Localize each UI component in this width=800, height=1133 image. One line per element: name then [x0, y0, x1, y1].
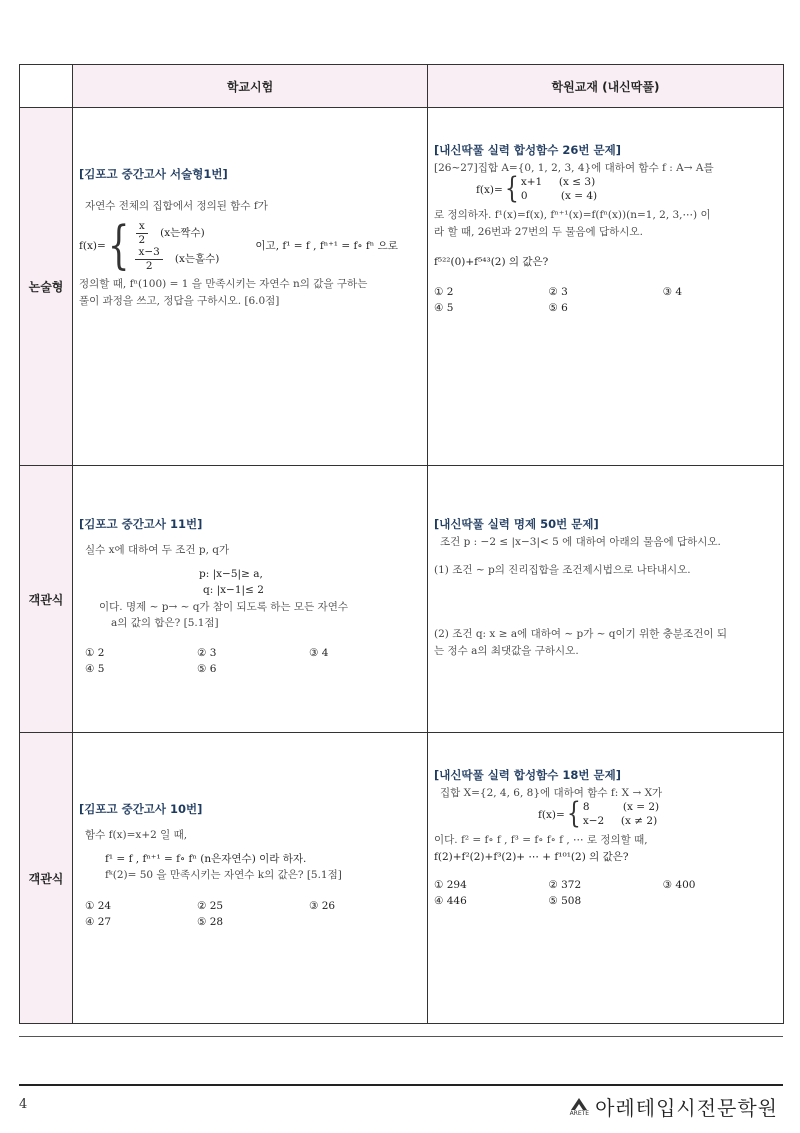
- choice-4: ④ 27: [85, 915, 112, 928]
- problem-line1: [26∼27]집합 A={0, 1, 2, 3, 4}에 대하여 함수 f : A→ A를: [434, 161, 714, 174]
- problem-line2: 이다. f² = f∘ f , f³ = f∘ f∘ f , ⋯ 로 정의할 때,: [434, 834, 648, 847]
- header-academy-book: 학원교재 (내신딱풀): [428, 65, 784, 108]
- sub-question-1: (1) 조건 ∼ p의 진리집합을 조건제시법으로 나타내시오.: [434, 564, 691, 577]
- problem-line3: 라 할 때, 26번과 27번의 두 물음에 답하시오.: [434, 225, 643, 238]
- brand-name: 아레테입시전문학원: [595, 1096, 778, 1120]
- condition-p: p: |x−5|≥ a,: [199, 568, 263, 581]
- fx-label: f(x)=: [79, 240, 106, 253]
- answer-choices: [79, 645, 421, 678]
- row-label-essay: 논술형: [20, 108, 73, 466]
- problem-heading: [내신딱풀 실력 명제 50번 문제]: [434, 517, 599, 531]
- page-number: 4: [19, 1097, 28, 1112]
- fx-label: f(x)=: [476, 183, 503, 196]
- case2: 0 (x = 4): [520, 189, 598, 202]
- piecewise-function: [79, 216, 421, 277]
- choice-5: ⑤ 6: [197, 663, 217, 676]
- problem-line2: 로 정의하자. f¹(x)=f(x), fⁿ⁺¹(x)=f(fⁿ(x))(n=1, 2, 3,⋯) 이: [434, 209, 711, 222]
- case2-num: x−3: [135, 246, 162, 260]
- header-school-exam: 학교시험: [73, 65, 428, 108]
- problem-intro: 함수 f(x)=x+2 일 때,: [85, 828, 188, 841]
- problem-line1: 집합 X={2, 4, 6, 8}에 대하여 함수 f: X → X가: [440, 786, 663, 799]
- problem-line3: a의 값의 합은? [5.1점]: [111, 616, 219, 629]
- sub-question-2b: 는 정수 a의 최댓값을 구하시오.: [434, 644, 579, 657]
- problem-line2: 정의할 때, fⁿ(100) = 1 을 만족시키는 자연수 n의 값을 구하는: [79, 278, 368, 291]
- cases: [131, 220, 219, 272]
- brand: [570, 1092, 778, 1121]
- problem-heading: [내신딱풀 실력 합성함수 18번 문제]: [434, 768, 621, 782]
- choice-3: ③ 4: [309, 647, 329, 660]
- row-label-multiple-choice: 객관식: [20, 466, 73, 733]
- problem-heading: [내신딱풀 실력 합성함수 26번 문제]: [434, 143, 621, 157]
- case1: x+1 (x ≤ 3): [520, 176, 596, 189]
- definition-text: 이고, f¹ = f , fⁿ⁺¹ = f∘ fⁿ 으로: [255, 240, 398, 253]
- mountain-logo-icon: [570, 1097, 588, 1111]
- answer-choices: [434, 284, 777, 317]
- case2-cond: (x는홀수): [174, 253, 220, 266]
- case2-den: 2: [145, 259, 153, 272]
- row-label-multiple-choice: 객관식: [20, 733, 73, 1024]
- choice-2: ② 3: [197, 647, 217, 660]
- left-brace: {: [107, 216, 130, 277]
- choice-1: ① 2: [434, 286, 454, 299]
- brand-logo: [570, 1097, 590, 1117]
- footer-rule: [19, 1084, 783, 1086]
- problem-intro: 실수 x에 대하여 두 조건 p, q가: [85, 543, 230, 556]
- answer-choices: [434, 877, 777, 910]
- case1-den: 2: [138, 233, 146, 246]
- choice-2: ② 25: [197, 899, 224, 912]
- case1-cond: (x는짝수): [160, 227, 205, 240]
- answer-choices: [79, 898, 421, 931]
- choice-3: ③ 26: [309, 899, 336, 912]
- case1: 8 (x = 2): [582, 801, 660, 814]
- academy-problem-3: [428, 733, 784, 1024]
- choice-2: ② 3: [548, 286, 568, 299]
- fx-label: f(x)=: [538, 808, 565, 821]
- logo-text: ARETE: [569, 1109, 590, 1117]
- cases: [583, 801, 659, 828]
- left-brace: {: [504, 172, 519, 206]
- school-problem-1: [73, 108, 428, 466]
- sub-question-2a: (2) 조건 q: x ≥ a에 대하여 ∼ p가 ∼ q이기 위한 충분조건이 되: [434, 628, 727, 641]
- school-problem-2: [73, 466, 428, 733]
- problem-line1: 조건 p : −2 ≤ |x−3|< 5 에 대하여 아래의 물음에 답하시오.: [440, 535, 721, 548]
- footer-divider: [19, 1036, 783, 1037]
- choice-3: ③ 400: [662, 878, 696, 891]
- choice-5: ⑤ 28: [197, 915, 224, 928]
- choice-1: ① 294: [434, 878, 467, 891]
- problem-line3: fᵏ(2)= 50 을 만족시키는 자연수 k의 값은? [5.1점]: [105, 869, 342, 882]
- choice-5: ⑤ 508: [548, 895, 582, 908]
- problem-question: f⁵²²(0)+f⁵⁴³(2) 의 값은?: [434, 255, 549, 268]
- choice-4: ④ 5: [434, 302, 454, 315]
- problem-line3: 풀이 과정을 쓰고, 정답을 구하시오. [6.0점]: [79, 294, 280, 307]
- choice-2: ② 372: [548, 878, 582, 891]
- problem-line2: f¹ = f , fⁿ⁺¹ = f∘ fⁿ (n은자연수) 이라 하자.: [105, 853, 307, 866]
- problem-heading: [김포고 중간고사 11번]: [79, 517, 203, 531]
- piecewise-function: [476, 172, 777, 206]
- school-problem-3: [73, 733, 428, 1024]
- choice-1: ① 2: [85, 647, 105, 660]
- choice-4: ④ 5: [85, 663, 105, 676]
- choice-1: ① 24: [85, 899, 112, 912]
- choice-4: ④ 446: [434, 895, 467, 908]
- problem-line3: f(2)+f²(2)+f³(2)+ ⋯ + f¹⁰¹(2) 의 값은?: [434, 850, 629, 863]
- left-brace: {: [566, 797, 581, 831]
- problem-intro: 자연수 전체의 집합에서 정의된 함수 f가: [85, 199, 268, 212]
- condition-q: q: |x−1|≤ 2: [203, 584, 264, 597]
- choice-3: ③ 4: [662, 286, 683, 299]
- cases: [521, 176, 597, 203]
- case1-num: x: [136, 220, 148, 234]
- problem-heading: [김포고 중간고사 10번]: [79, 802, 203, 816]
- academy-problem-1: [428, 108, 784, 466]
- piecewise-function: [538, 797, 777, 831]
- problem-line2: 이다. 명제 ∼ p→ ∼ q가 참이 되도록 하는 모든 자연수: [99, 600, 348, 613]
- choice-5: ⑤ 6: [548, 302, 568, 315]
- comparison-table: [19, 64, 784, 1024]
- corner-cell: [20, 65, 73, 108]
- case2: x−2 (x ≠ 2): [582, 814, 658, 827]
- problem-heading: [김포고 중간고사 서술형1번]: [79, 167, 228, 181]
- academy-problem-2: [428, 466, 784, 733]
